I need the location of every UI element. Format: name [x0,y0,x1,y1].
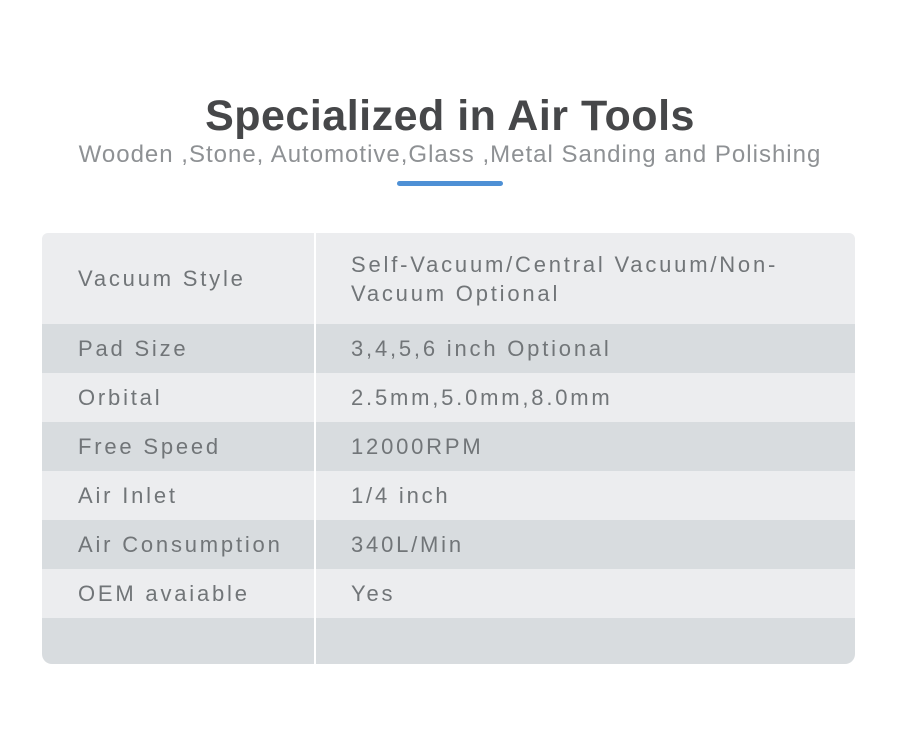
spec-label: Free Speed [42,422,316,471]
spec-value: 2.5mm,5.0mm,8.0mm [351,385,613,411]
accent-underline [397,181,503,186]
page-title: Specialized in Air Tools [205,92,695,140]
spec-label: Pad Size [42,324,316,373]
table-row-pad-size [42,324,855,373]
spec-value: 340L/Min [351,532,464,558]
spec-label: Vacuum Style [42,233,316,324]
page-subtitle: Wooden ,Stone, Automotive,Glass ,Metal Sanding and Polishing [78,141,822,169]
spec-label: Air Consumption [42,520,316,569]
spec-label: Air Inlet [42,471,316,520]
spec-label: OEM avaiable [42,569,316,618]
table-row-air-inlet [42,471,855,520]
table-row-empty [42,618,855,664]
spec-value: Self-Vacuum/Central Vacuum/Non-Vacuum Optional [351,251,779,306]
table-row-orbital [42,373,855,422]
spec-label: Orbital [42,373,316,422]
spec-label [42,618,316,664]
spec-value: Yes [351,581,396,607]
spec-value: 1/4 inch [351,483,451,509]
spec-value: 12000RPM [351,434,484,460]
table-row-vacuum-style [42,233,855,324]
table-row-free-speed [42,422,855,471]
table-row-air-consumption [42,520,855,569]
spec-value [316,618,855,664]
table-row-oem [42,569,855,618]
spec-table [42,233,855,664]
spec-value: 3,4,5,6 inch Optional [351,336,612,362]
